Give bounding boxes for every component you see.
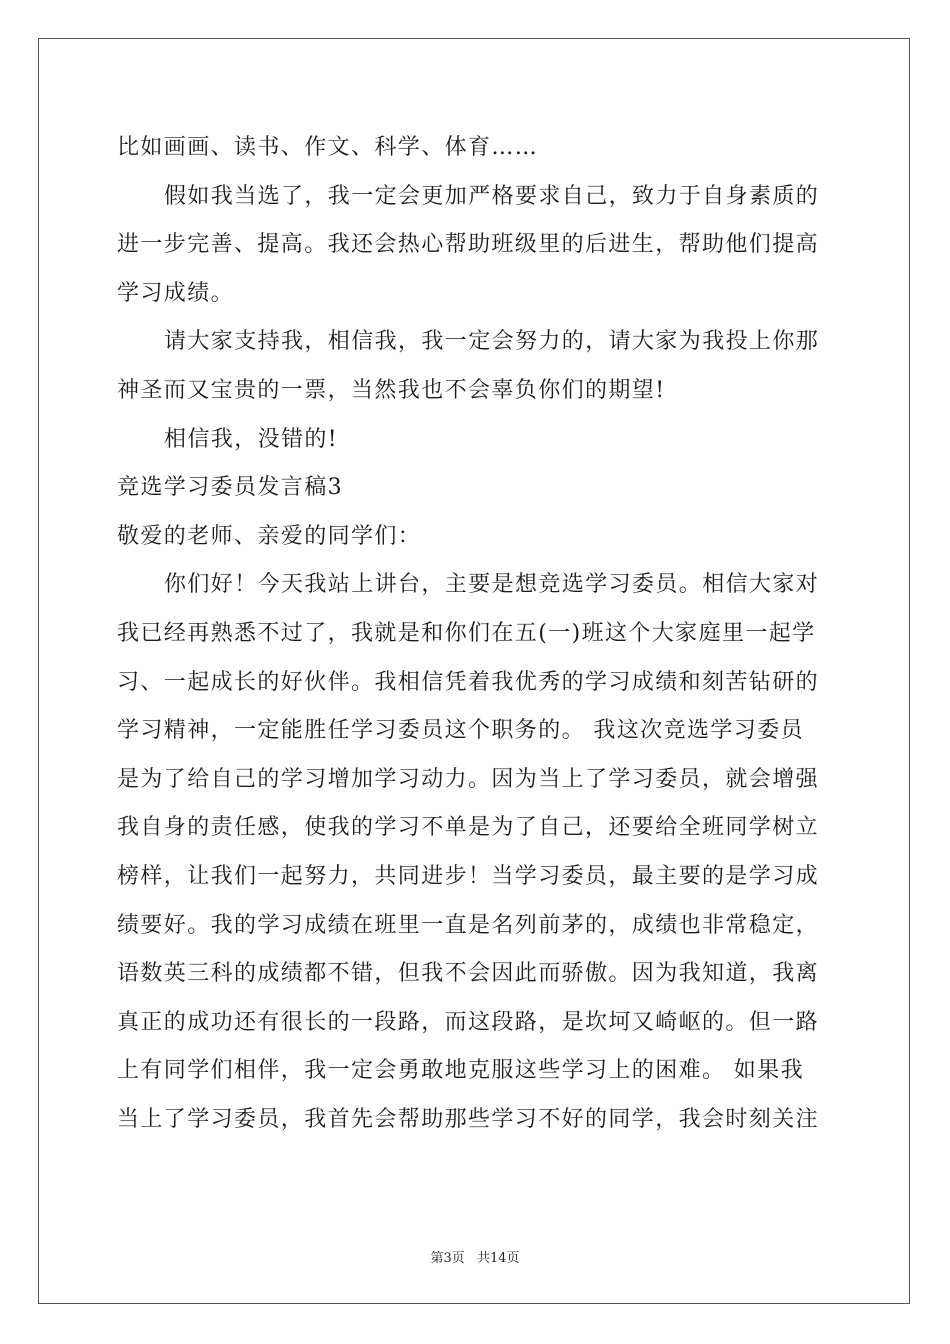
- salutation: 敬爱的老师、亲爱的同学们：: [117, 523, 422, 549]
- text-line: 绩要好。我的学习成绩在班里一直是名列前茅的，成绩也非常稳定，: [117, 912, 820, 938]
- text-line: 榜样，让我们一起努力，共同进步！当学习委员，最主要的是学习成: [117, 863, 820, 889]
- text-line: 学习精神，一定能胜任学习委员这个职务的。 我这次竞选学习委员: [117, 718, 804, 744]
- page-number: 第3页: [430, 1251, 465, 1266]
- section-heading: 竞选学习委员发言稿3: [117, 475, 343, 501]
- text-line: 相信我，没错的!: [164, 426, 339, 452]
- text-line: 我自身的责任感，使我的学习不单是为了自己，还要给全班同学树立: [117, 815, 820, 841]
- text-line: 神圣而又宝贵的一票，当然我也不会辜负你们的期望!: [117, 377, 666, 403]
- text-line: 请大家支持我，相信我，我一定会努力的，请大家为我投上你那: [164, 329, 820, 355]
- text-line: 习、一起成长的好伙伴。我相信凭着我优秀的学习成绩和刻苦钻研的: [117, 669, 820, 695]
- document-body: [117, 124, 833, 1144]
- text-line: 学习成绩。: [117, 280, 235, 306]
- text-line: 真正的成功还有很长的一段路，而这段路，是坎坷又崎岖的。但一路: [117, 1009, 820, 1035]
- page-footer: [0, 1247, 950, 1266]
- text-line: 进一步完善、提高。我还会热心帮助班级里的后进生，帮助他们提高: [117, 232, 820, 258]
- text-line: 语数英三科的成绩都不错，但我不会因此而骄傲。因为我知道，我离: [117, 961, 820, 987]
- text-line: 比如画画、读书、作文、科学、体育……: [117, 135, 539, 160]
- page-total: 共14页: [476, 1251, 520, 1266]
- text-line: 假如我当选了，我一定会更加严格要求自己，致力于自身素质的: [164, 183, 820, 209]
- text-line: 上有同学们相伴，我一定会勇敢地克服这些学习上的困难。 如果我: [117, 1058, 804, 1084]
- text-line: 当上了学习委员，我首先会帮助那些学习不好的同学，我会时刻关注: [117, 1106, 820, 1132]
- text-line: 是为了给自己的学习增加学习动力。因为当上了学习委员，就会增强: [117, 766, 820, 792]
- text-line: 我已经再熟悉不过了，我就是和你们在五(一)班这个大家庭里一起学: [117, 620, 816, 646]
- text-line: 你们好！今天我站上讲台，主要是想竞选学习委员。相信大家对: [164, 572, 820, 598]
